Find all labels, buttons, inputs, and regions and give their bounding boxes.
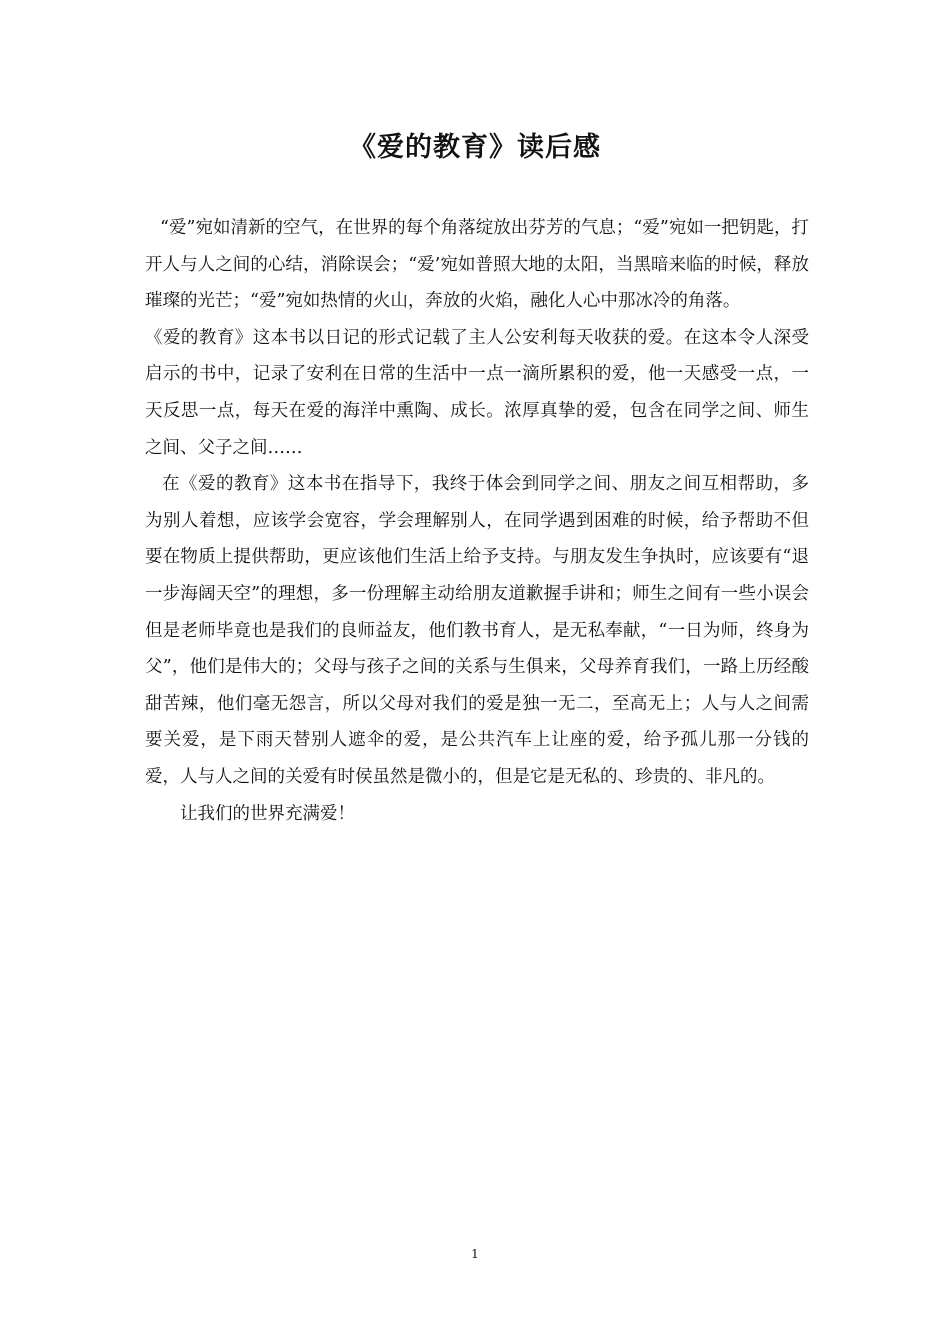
document-title: 《爱的教育》读后感	[349, 132, 601, 163]
paragraph-2: 《爱的教育》这本书以日记的形式记载了主人公安利每天收获的爱。在这本令人深受启示的书中，记录了安利在日常的生活中一点一滴所累积的爱，他一天感受一点，一天反思一点，每天在爱的海洋中熏陶、成长。浓厚真挚的爱，包含在同学之间、师生之间、父子之间……	[145, 327, 809, 458]
document-body	[145, 210, 809, 832]
paragraph-4: 让我们的世界充满爱！	[180, 803, 355, 824]
paragraph-1: “爱”宛如清新的空气，在世界的每个角落绽放出芬芳的气息；“爱”宛如一把钥匙，打开人与人之间的心结，消除误会；“爱’宛如普照大地的太阳，当黑暗来临的时候，释放璀璨的光芒；“爱”宛如热情的火山，奔放的火焰，融化人心中那冰冷的角落。	[145, 218, 809, 312]
paragraph-3: 在《爱的教育》这本书在指导下，我终于体会到同学之间、朋友之间互相帮助，多为别人着想，应该学会宽容，学会理解别人，在同学遇到困难的时候，给予帮助不但要在物质上提供帮助，更应该他们生活上给予支持。与朋友发生争执时，应该要有“退一步海阔天空”的理想，多一份理解主动给朋友道歉握手讲和；师生之间有一些小误会但是老师毕竟也是我们的良师益友，他们教书育人，是无私奉献，“一日为师，终身为父”，他们是伟大的；父母与孩子之间的关系与生俱来，父母养育我们，一路上历经酸甜苦辣，他们毫无怨言，所以父母对我们的爱是独一无二，至高无上；人与人之间需要关爱，是下雨天替别人遮伞的爱，是公共汽车上让座的爱，给予孤儿那一分钱的爱，人与人之间的关爱有时侯虽然是微小的，但是它是无私的、珍贵的、非凡的。	[145, 474, 809, 787]
page-number: 1	[471, 1247, 479, 1261]
